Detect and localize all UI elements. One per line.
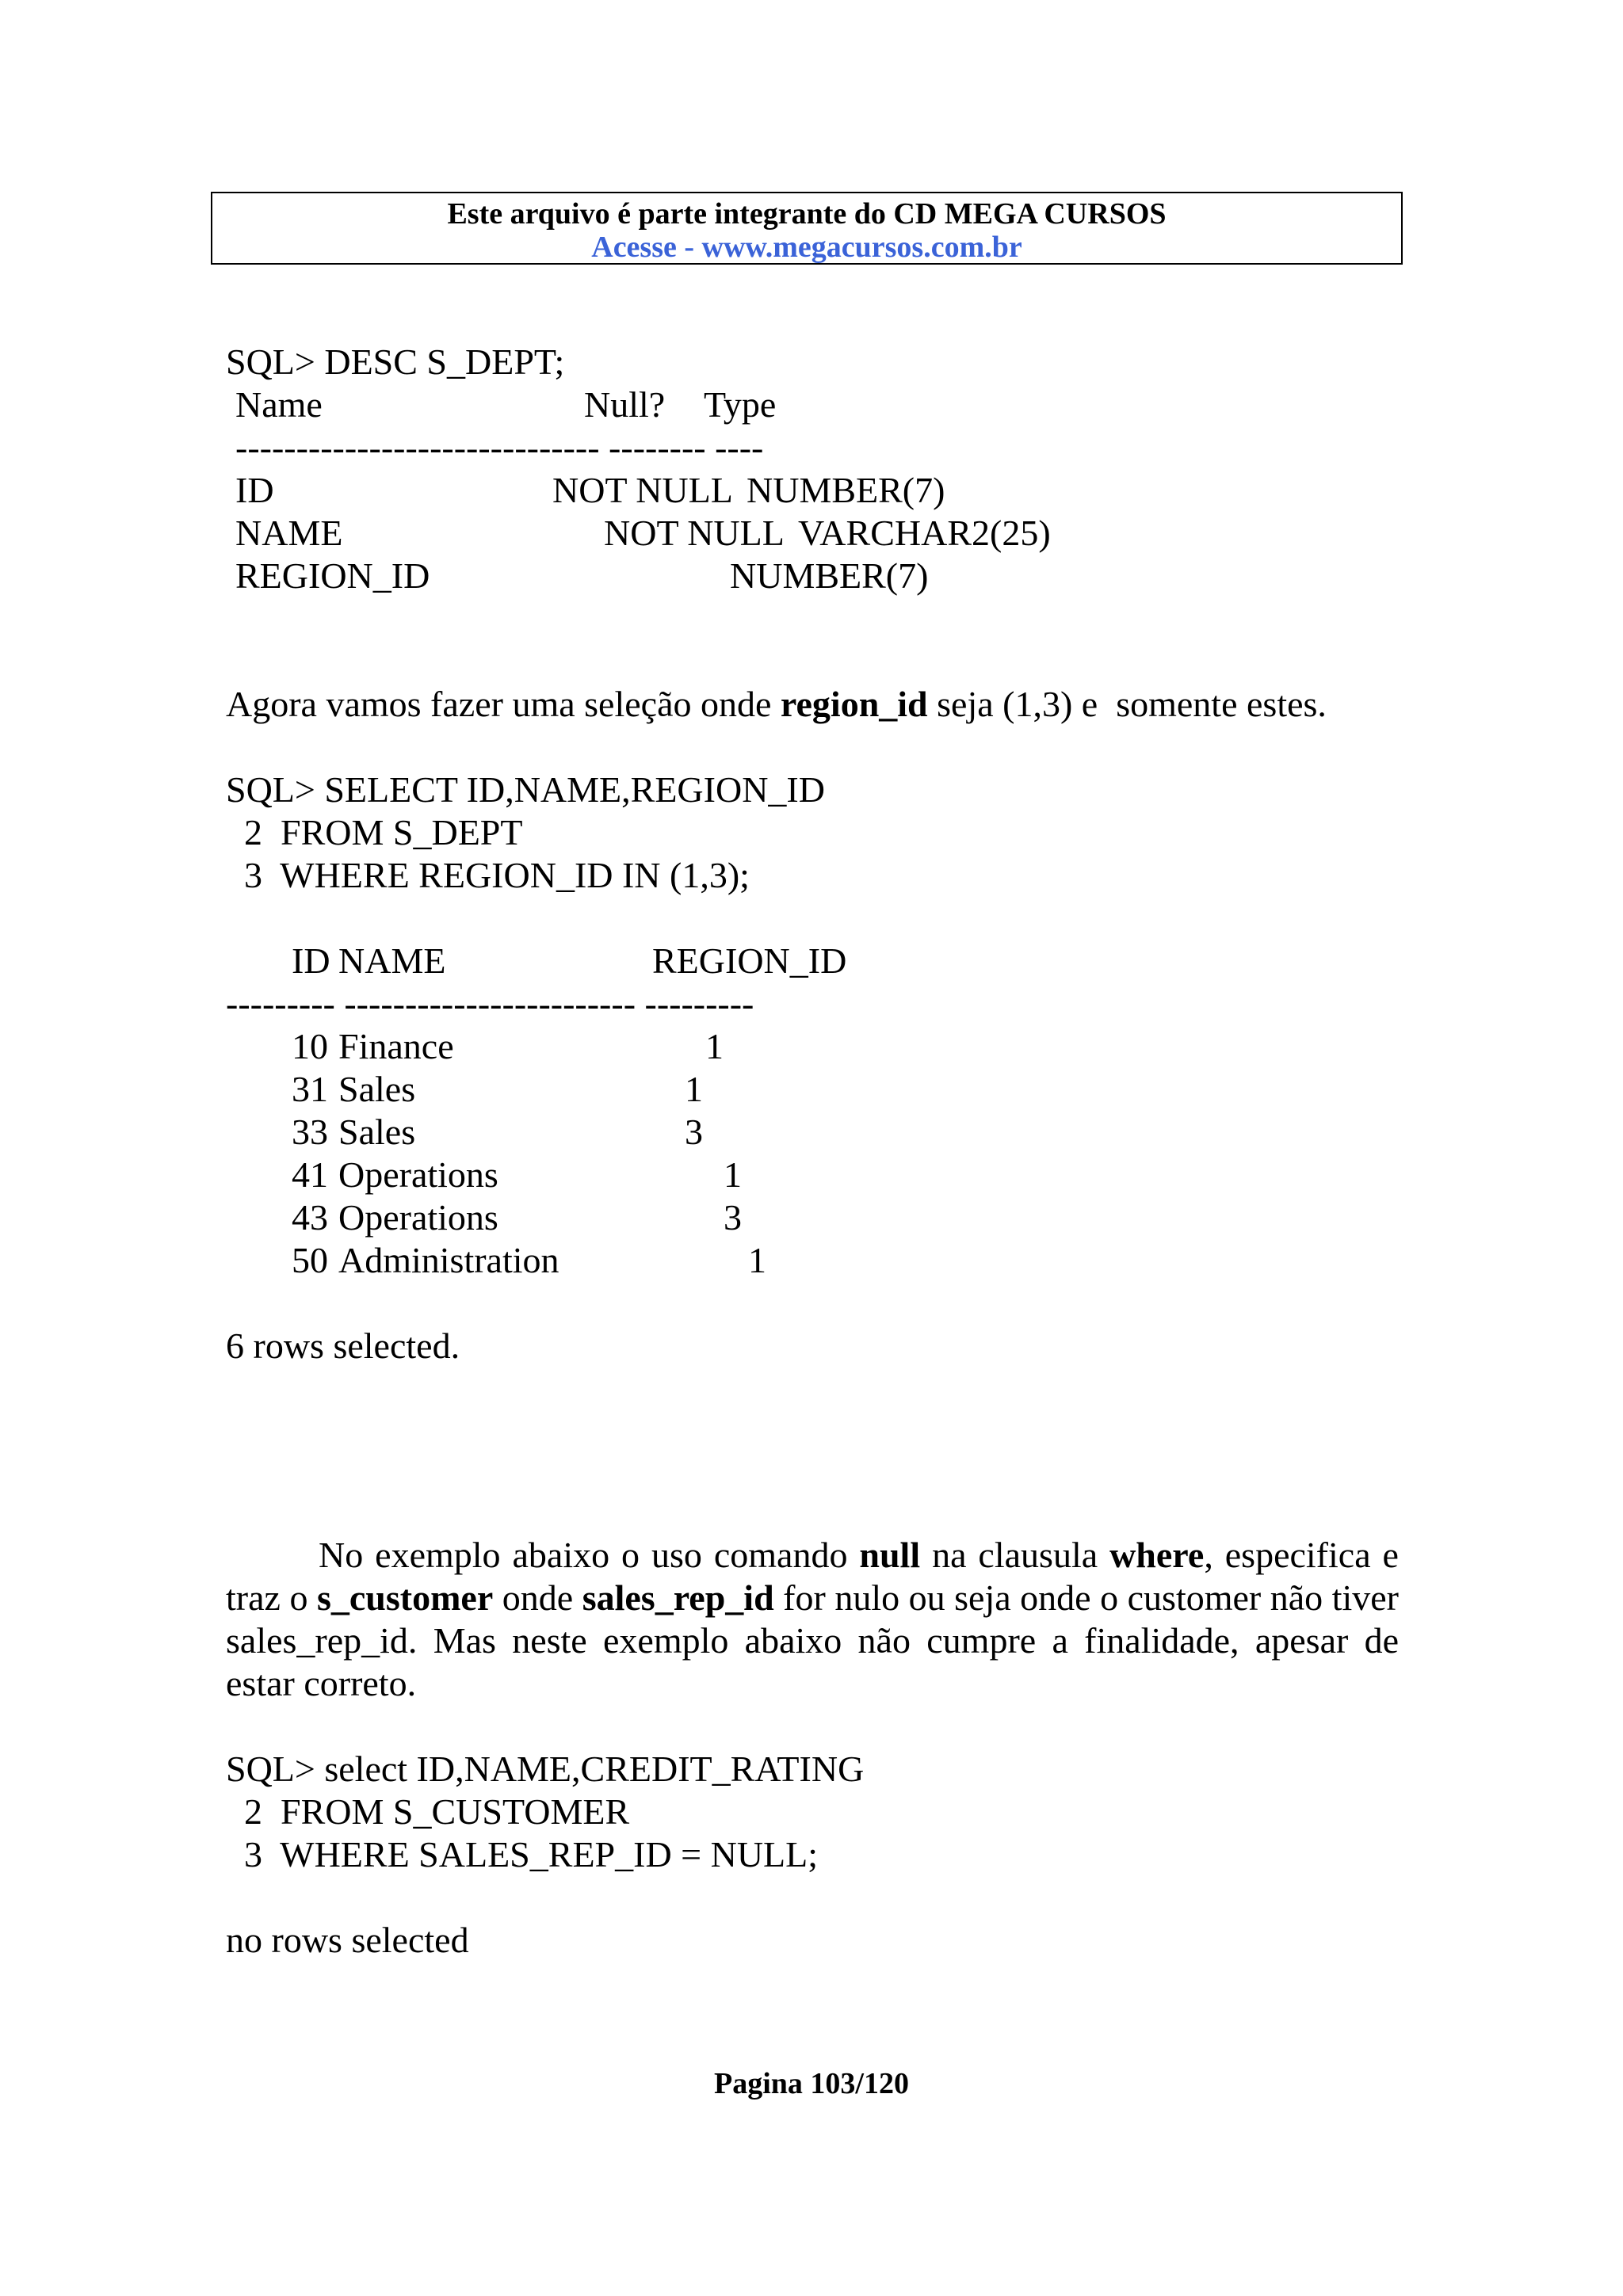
result-cell-name: Sales (338, 1069, 416, 1109)
query2-line: 2 FROM S_CUSTOMER (226, 1791, 630, 1832)
query1-line: 2 FROM S_DEPT (226, 812, 523, 852)
desc-row-type: NUMBER(7) (747, 470, 945, 510)
result-cell-region: 1 (748, 1240, 766, 1280)
result-cell-region: 3 (685, 1112, 703, 1152)
intro-sentence: Agora vamos fazer uma seleção onde region_id seja (1,3) e somente estes. (226, 684, 1327, 724)
desc-row-type: NUMBER(7) (730, 555, 929, 596)
desc-separator: ------------------------------ -------- ---- (235, 427, 764, 467)
desc-command: SQL> DESC S_DEPT; (226, 341, 565, 382)
desc-row-null: NOT NULL (552, 470, 733, 510)
result-cell-region: 1 (724, 1154, 742, 1195)
query2-line: 3 WHERE SALES_REP_ID = NULL; (226, 1834, 819, 1875)
query2-line: SQL> select ID,NAME,CREDIT_RATING (226, 1749, 865, 1789)
result-cell-id: 33 (292, 1112, 328, 1152)
desc-col-type: Type (704, 384, 777, 425)
query1-line: 3 WHERE REGION_ID IN (1,3); (226, 855, 750, 895)
result-cell-region: 1 (685, 1069, 703, 1109)
result-cell-id: 41 (292, 1154, 328, 1195)
result1-col-region: REGION_ID (652, 940, 847, 981)
query1-line: SQL> SELECT ID,NAME,REGION_ID (226, 769, 825, 810)
result-cell-name: Sales (338, 1112, 416, 1152)
result-cell-id: 43 (292, 1197, 328, 1238)
result1-col-id: ID (292, 940, 330, 981)
desc-row-name: NAME (235, 513, 343, 553)
result1-footer: 6 rows selected. (226, 1325, 460, 1366)
header-link[interactable]: Acesse - www.megacursos.com.br (591, 231, 1022, 264)
result1-col-name: NAME (338, 940, 446, 981)
result-cell-region: 1 (705, 1026, 724, 1066)
result-cell-id: 31 (292, 1069, 328, 1109)
desc-row-name: REGION_ID (235, 555, 430, 596)
result-cell-name: Operations (338, 1154, 498, 1195)
result1-separator: --------- ------------------------ --------- (226, 983, 754, 1024)
header-banner (211, 192, 1403, 265)
result-cell-region: 3 (724, 1197, 742, 1238)
page-number: Pagina 103/120 (714, 2067, 909, 2100)
result-cell-id: 50 (292, 1240, 328, 1280)
explanation-paragraph: No exemplo abaixo o uso comando null na clausula where, especifica e traz o s_customer onde sales_rep_id for nulo ou seja onde o customer não tiver sales_rep_id. Mas neste exemplo abaixo não cumpre a finalidade, apesar de estar correto. (226, 1535, 1399, 1703)
result-cell-id: 10 (292, 1026, 328, 1066)
desc-col-null: Null? (584, 384, 666, 425)
query2-footer: no rows selected (226, 1920, 469, 1960)
result-cell-name: Operations (338, 1197, 498, 1238)
desc-row-null: NOT NULL (604, 513, 785, 553)
result-cell-name: Finance (338, 1026, 454, 1066)
desc-col-name: Name (235, 384, 323, 425)
desc-row-name: ID (235, 470, 274, 510)
desc-row-type: VARCHAR2(25) (798, 513, 1051, 553)
result-cell-name: Administration (338, 1240, 559, 1280)
header-title: Este arquivo é parte integrante do CD MEGA CURSOS (447, 197, 1167, 231)
